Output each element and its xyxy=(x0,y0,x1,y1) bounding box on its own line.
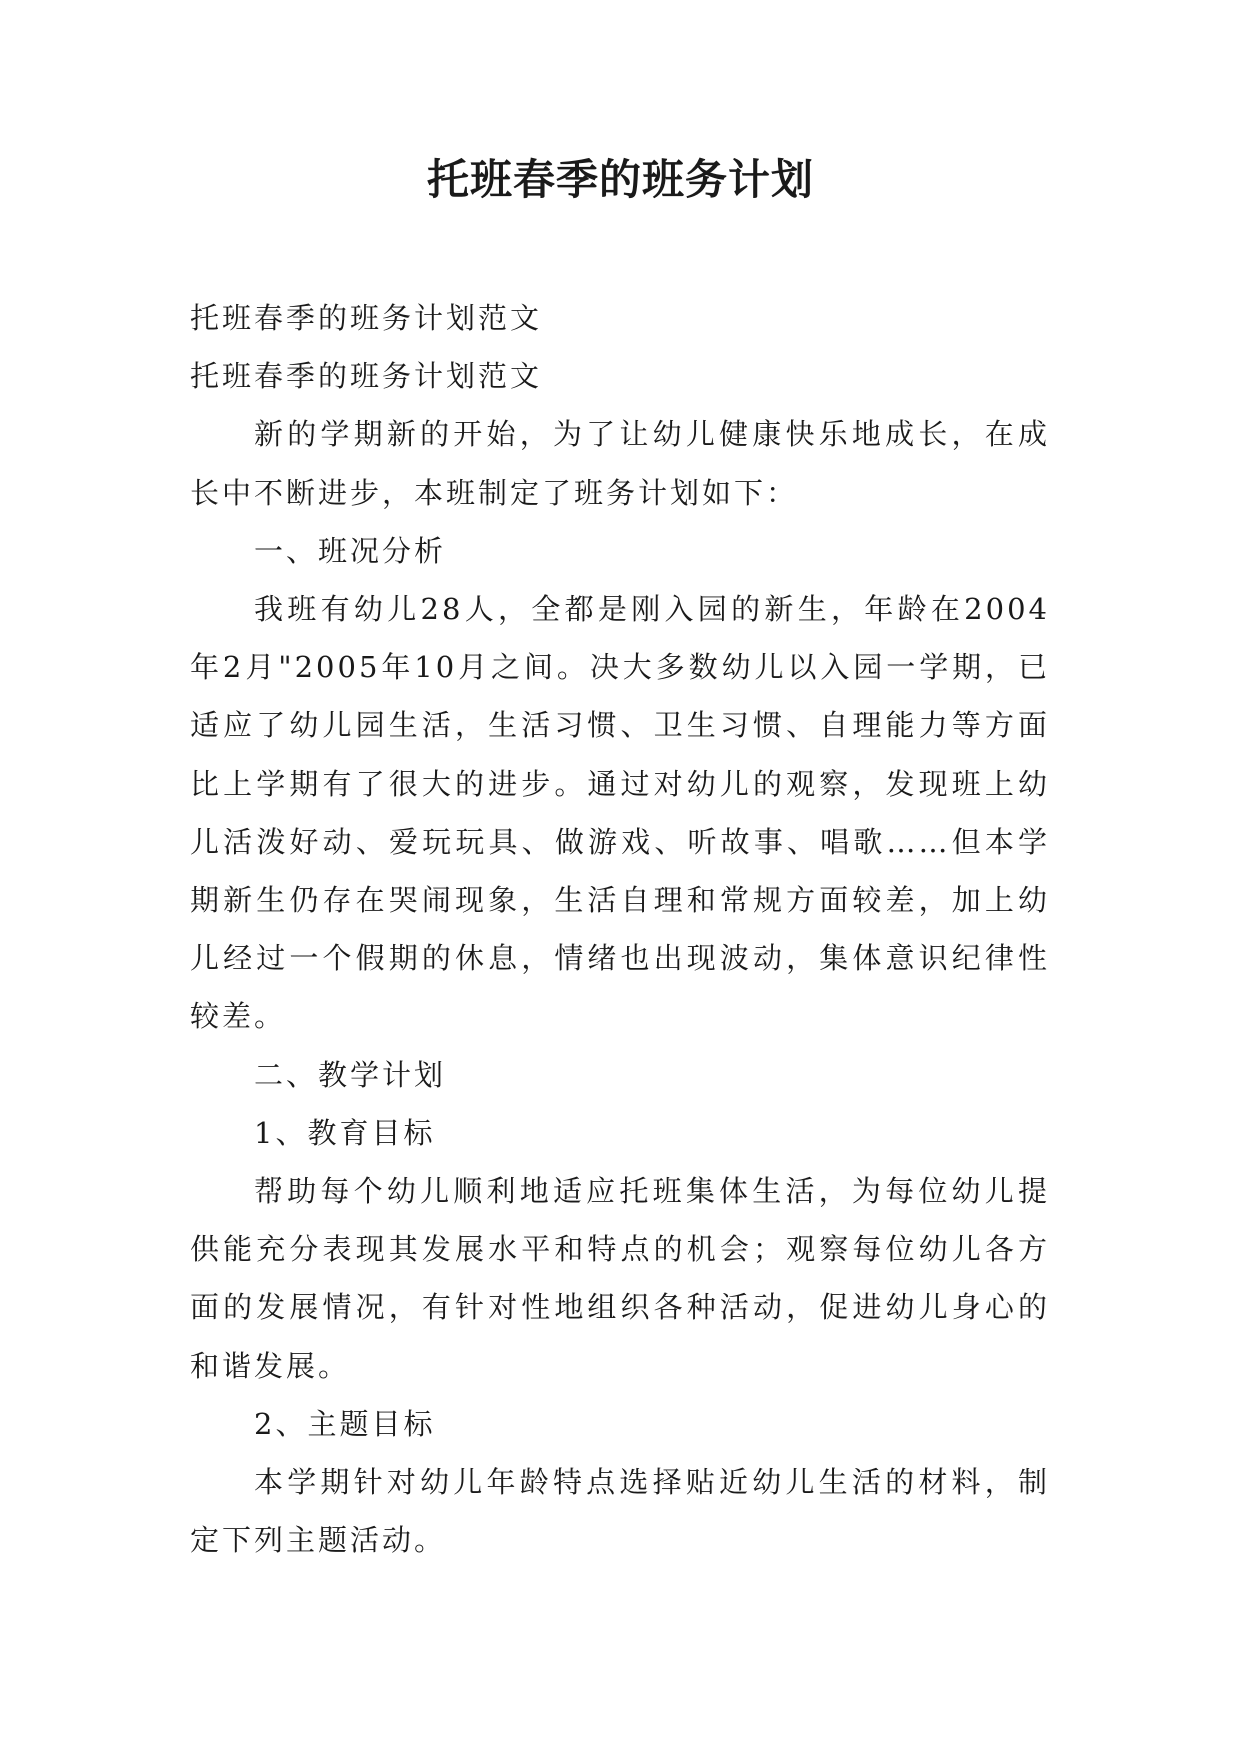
body-paragraph: 我班有幼儿28人，全都是刚入园的新生，年龄在2004年2月"2005年10月之间。决大多数幼儿以入园一学期，已适应了幼儿园生活，生活习惯、卫生习惯、自理能力等方面比上学期有了很大的进步。通过对幼儿的观察，发现班上幼儿活泼好动、爱玩玩具、做游戏、听故事、唱歌……但本学期新生仍存在哭闹现象，生活自理和常规方面较差，加上幼儿经过一个假期的休息，情绪也出现波动，集体意识纪律性较差。 xyxy=(190,592,1050,1034)
body-paragraph: 本学期针对幼儿年龄特点选择贴近幼儿生活的材料，制定下列主题活动。 xyxy=(190,1465,1050,1558)
subsection-heading: 2、主题目标 xyxy=(254,1406,436,1441)
section-heading: 一、班况分析 xyxy=(254,533,447,568)
subtitle-line: 托班春季的班务计划范文 xyxy=(190,359,543,394)
section-heading: 二、教学计划 xyxy=(254,1057,447,1092)
intro-paragraph: 新的学期新的开始，为了让幼儿健康快乐地成长，在成长中不断进步，本班制定了班务计划如下： xyxy=(190,417,1050,510)
page-title: 托班春季的班务计划 xyxy=(426,155,814,204)
document-body xyxy=(190,289,1050,1569)
subtitle-line: 托班春季的班务计划范文 xyxy=(190,301,543,335)
subsection-heading: 1、教育目标 xyxy=(254,1115,436,1150)
body-paragraph: 帮助每个幼儿顺利地适应托班集体生活，为每位幼儿提供能充分表现其发展水平和特点的机会；观察每位幼儿各方面的发展情况，有针对性地组织各种活动，促进幼儿身心的和谐发展。 xyxy=(190,1174,1050,1383)
